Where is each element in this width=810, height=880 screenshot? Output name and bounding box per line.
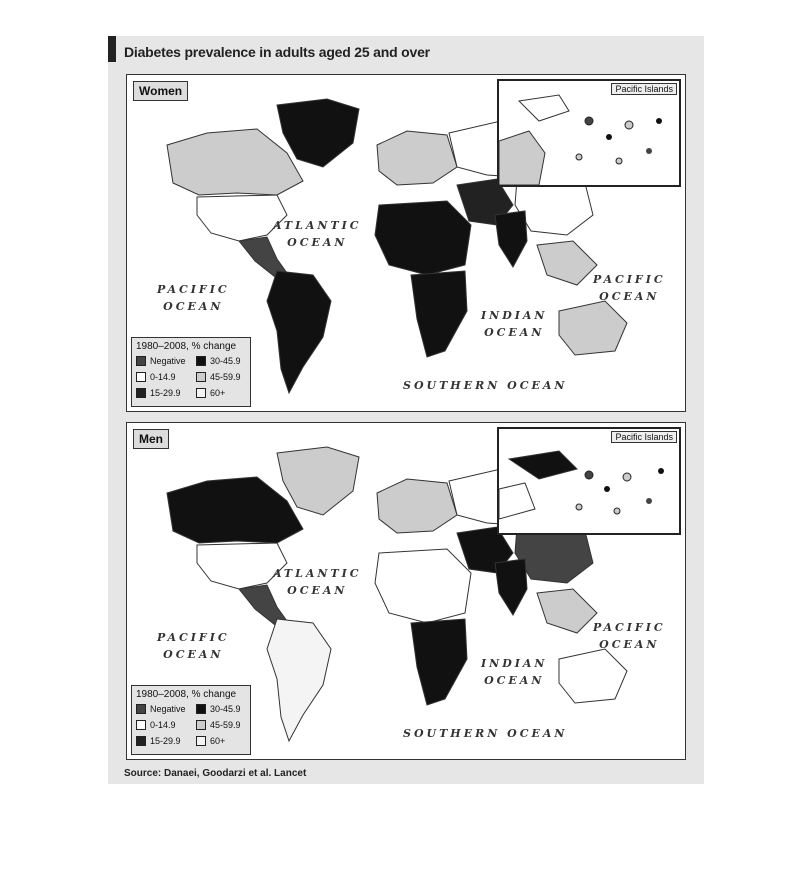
- legend-label: 30-45.9: [210, 356, 241, 366]
- legend-swatch: [136, 372, 146, 382]
- region-europe: [377, 479, 457, 533]
- source-note: Source: Danaei, Goodarzi et al. Lancet: [124, 768, 307, 779]
- ocean-label-pacific-east: [593, 271, 666, 305]
- legend-item: [196, 720, 241, 730]
- pacific-islands-inset: [497, 427, 681, 535]
- region-europe: [377, 131, 457, 185]
- ocean-label-southern: SOUTHERN OCEAN: [403, 379, 568, 392]
- ocean-label-indian: [481, 307, 547, 341]
- region-south-africa: [411, 619, 467, 705]
- legend-item: [136, 372, 176, 382]
- ocean-label-atlantic: [273, 217, 362, 251]
- region-south-america: [267, 619, 331, 741]
- ocean-label-line: OCEAN: [599, 638, 660, 651]
- region-australia: [559, 649, 627, 703]
- ocean-label-line: OCEAN: [163, 300, 224, 313]
- legend-swatch: [196, 736, 206, 746]
- legend-item: [196, 704, 241, 714]
- legend-item: [136, 720, 176, 730]
- ocean-label-line: OCEAN: [484, 326, 545, 339]
- figure: [108, 36, 704, 784]
- legend-swatch: [196, 356, 206, 366]
- legend-swatch: [196, 720, 206, 730]
- men-map-panel: [126, 422, 686, 760]
- ocean-label-line: PACIFIC: [157, 283, 230, 296]
- legend-swatch: [196, 372, 206, 382]
- legend-swatch: [136, 720, 146, 730]
- legend-swatch: [136, 704, 146, 714]
- women-map-panel: [126, 74, 686, 412]
- region-australia: [559, 301, 627, 355]
- ocean-label-line: OCEAN: [163, 648, 224, 661]
- region-south-america: [267, 271, 331, 393]
- pacific-islands-map: [499, 429, 679, 533]
- legend-item: [136, 736, 181, 746]
- inset-label: Pacific Islands: [611, 431, 677, 443]
- region-canada: [167, 129, 303, 195]
- ocean-label-line: PACIFIC: [157, 631, 230, 644]
- legend-swatch: [196, 388, 206, 398]
- title-accent-bar: [108, 36, 116, 62]
- legend-label: 30-45.9: [210, 704, 241, 714]
- legend-item: [196, 388, 225, 398]
- ocean-label-pacific-west: [157, 629, 230, 663]
- ocean-label-line: OCEAN: [287, 236, 348, 249]
- ocean-label-line: PACIFIC: [593, 621, 666, 634]
- legend-women: [131, 337, 251, 407]
- legend-title: 1980–2008, % change: [136, 689, 237, 700]
- legend-swatch: [136, 736, 146, 746]
- region-north-africa: [375, 549, 471, 623]
- legend-men: [131, 685, 251, 755]
- legend-item: [196, 356, 241, 366]
- region-south-africa: [411, 271, 467, 357]
- region-se-asia: [537, 589, 597, 633]
- ocean-label-line: INDIAN: [481, 657, 548, 670]
- pacific-islands-map: [499, 81, 679, 185]
- legend-item: [196, 736, 225, 746]
- legend-label: 45-59.9: [210, 720, 241, 730]
- legend-label: 0-14.9: [150, 720, 176, 730]
- legend-label: 60+: [210, 388, 226, 398]
- legend-swatch: [136, 388, 146, 398]
- legend-swatch: [136, 356, 146, 366]
- ocean-label-pacific-east: [593, 619, 666, 653]
- ocean-label-line: OCEAN: [287, 584, 348, 597]
- legend-label: 60+: [210, 736, 226, 746]
- legend-item: [136, 356, 186, 366]
- legend-item: [196, 372, 241, 382]
- panel-label-men: Men: [133, 429, 169, 449]
- region-canada: [167, 477, 303, 543]
- ocean-label-indian: [481, 655, 547, 689]
- ocean-label-pacific-west: [157, 281, 230, 315]
- panel-label-women: Women: [133, 81, 188, 101]
- ocean-label-line: ATLANTIC: [273, 219, 362, 232]
- legend-label: Negative: [150, 704, 186, 714]
- legend-title: 1980–2008, % change: [136, 341, 237, 352]
- ocean-label-line: PACIFIC: [593, 273, 666, 286]
- legend-item: [136, 388, 181, 398]
- legend-label: 15-29.9: [150, 388, 181, 398]
- inset-label: Pacific Islands: [611, 83, 677, 95]
- legend-label: 0-14.9: [150, 372, 176, 382]
- legend-item: [136, 704, 186, 714]
- region-india: [495, 559, 527, 615]
- region-india: [495, 211, 527, 267]
- ocean-label-line: INDIAN: [481, 309, 548, 322]
- ocean-label-line: OCEAN: [484, 674, 545, 687]
- legend-label: Negative: [150, 356, 186, 366]
- ocean-label-atlantic: [273, 565, 362, 599]
- legend-label: 15-29.9: [150, 736, 181, 746]
- ocean-label-line: ATLANTIC: [273, 567, 362, 580]
- legend-label: 45-59.9: [210, 372, 241, 382]
- region-se-asia: [537, 241, 597, 285]
- ocean-label-line: OCEAN: [599, 290, 660, 303]
- legend-swatch: [196, 704, 206, 714]
- ocean-label-southern: SOUTHERN OCEAN: [403, 727, 568, 740]
- map-title: Diabetes prevalence in adults aged 25 and over: [124, 44, 430, 60]
- pacific-islands-inset: [497, 79, 681, 187]
- region-north-africa: [375, 201, 471, 275]
